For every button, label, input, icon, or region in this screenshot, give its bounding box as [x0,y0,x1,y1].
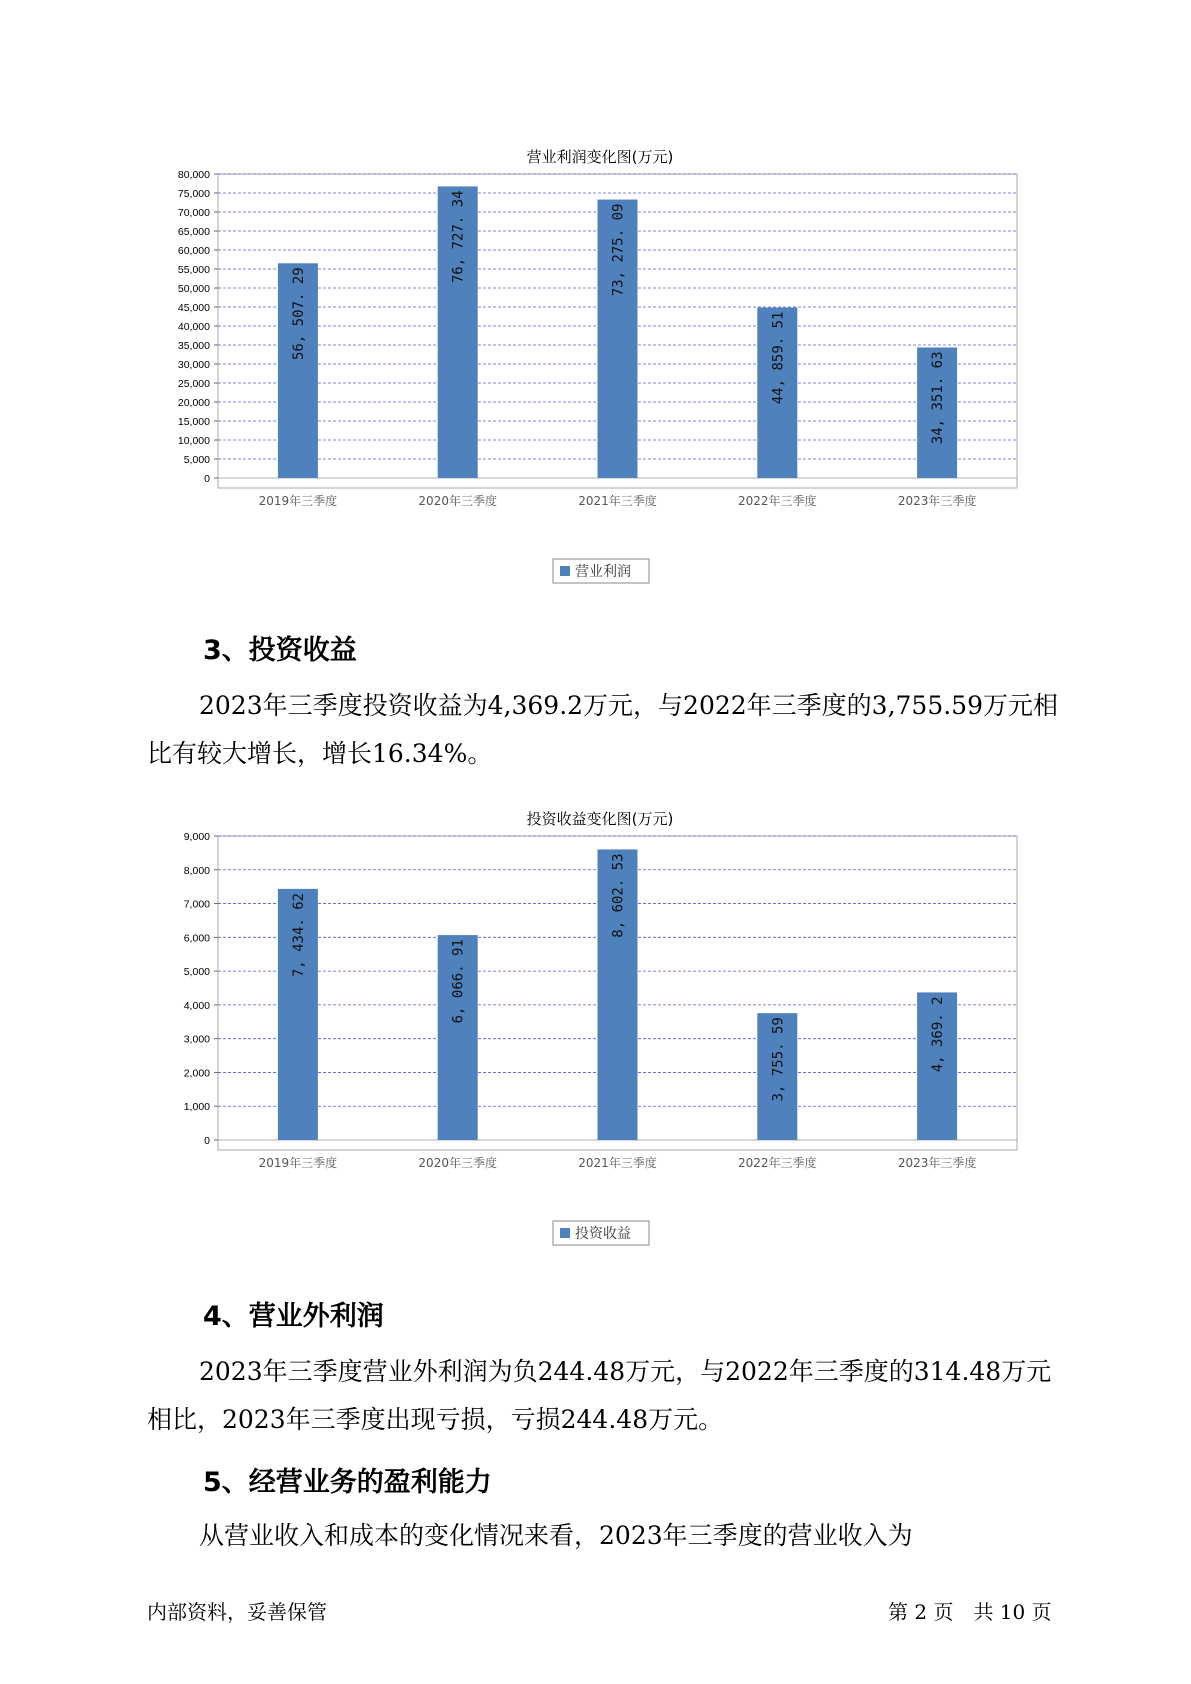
y-tick-label: 80,000 [177,169,210,181]
x-category-label: 2023年三季度 [897,494,977,508]
chart-legend [553,1221,649,1245]
y-tick-label: 55,000 [177,264,210,276]
x-axis-categories [259,1155,977,1170]
bar-value-label: 76, 727. 34 [450,190,467,284]
y-tick-label: 40,000 [177,321,210,333]
y-axis-ticks [178,169,218,485]
footer-confidential-note: 内部资料，妥善保管 [147,1600,327,1624]
bar-value-label: 73, 275. 09 [610,203,627,297]
y-tick-label: 20,000 [177,397,210,409]
y-tick-label: 60,000 [177,245,210,257]
y-tick-label: 15,000 [177,416,210,428]
y-tick-label: 65,000 [177,226,210,238]
y-tick-label: 35,000 [177,340,210,352]
y-tick-label: 3,000 [183,1033,210,1046]
y-tick-label: 10,000 [177,435,210,447]
bar-value-label: 8, 602. 53 [610,853,627,938]
y-tick-label: 30,000 [177,359,210,371]
bar-value-label: 3, 755. 59 [770,1017,787,1102]
bar-value-label: 56, 507. 29 [290,267,307,360]
y-tick-label: 0 [204,1135,210,1147]
bar-value-label: 34, 351. 63 [930,351,947,445]
x-category-label: 2019年三季度 [258,1156,338,1170]
legend-swatch [560,1228,570,1238]
x-axis-categories [259,493,977,508]
y-tick-label: 8,000 [183,864,210,877]
footer-page-number: 第 2 页 共 10 页 [888,1600,1052,1624]
section-paragraph-non-operating-profit: 2023年三季度营业外利润为负244.48万元，与2022年三季度的314.48万元相比，2023年三季度出现亏损，亏损244.48万元。 [147,1357,1052,1434]
chart-legend [553,559,649,583]
section-paragraph-profitability: 从营业收入和成本的变化情况来看，2023年三季度的营业收入为 [199,1521,913,1550]
bar-value-label: 44, 859. 51 [770,311,787,405]
y-tick-label: 7,000 [183,898,210,911]
y-tick-label: 2,000 [183,1067,210,1080]
operating-profit-chart-svg [150,138,1030,598]
investment-income-chart [150,800,1030,1260]
x-category-label: 2020年三季度 [418,1156,497,1170]
section-heading-profitability: 5、经营业务的盈利能力 [203,1467,492,1498]
y-tick-label: 6,000 [183,932,210,945]
y-tick-label: 50,000 [177,283,210,295]
bar-value-label: 4, 369. 2 [930,996,947,1073]
x-category-label: 2022年三季度 [738,1156,817,1170]
operating-profit-chart [150,138,1030,598]
legend-swatch [560,566,570,576]
y-tick-label: 45,000 [177,302,210,314]
legend-label: 营业利润 [575,564,631,580]
bar-value-label: 6, 066. 91 [450,939,467,1024]
legend-label: 投资收益 [575,1226,631,1242]
chart-title: 投资收益变化图(万元) [526,810,674,828]
y-tick-label: 75,000 [177,188,210,200]
y-tick-label: 5,000 [183,966,210,979]
bars [278,849,957,1140]
section-heading-investment-income: 3、投资收益 [203,635,357,666]
y-tick-label: 4,000 [183,999,210,1012]
bar-value-label: 7, 434. 62 [290,892,307,978]
section-heading-non-operating-profit: 4、营业外利润 [203,1301,384,1332]
y-tick-label: 25,000 [177,378,210,390]
section-paragraph-investment-income: 2023年三季度投资收益为4,369.2万元，与2022年三季度的3,755.59万元相比有较大增长，增长16.34%。 [147,691,1058,768]
x-category-label: 2023年三季度 [897,1156,977,1170]
x-category-label: 2021年三季度 [578,1156,657,1170]
chart-title: 营业利润变化图(万元) [526,148,674,166]
x-category-label: 2019年三季度 [258,494,338,508]
bars [278,186,957,478]
investment-income-chart-svg [150,800,1030,1260]
y-tick-label: 9,000 [183,831,210,843]
y-tick-label: 70,000 [177,207,210,219]
x-category-label: 2021年三季度 [578,494,657,508]
y-axis-ticks [184,831,218,1147]
y-tick-label: 1,000 [183,1101,210,1114]
x-category-label: 2020年三季度 [418,494,497,508]
x-category-label: 2022年三季度 [738,494,817,508]
y-tick-label: 5,000 [183,454,210,466]
y-tick-label: 0 [204,473,210,485]
